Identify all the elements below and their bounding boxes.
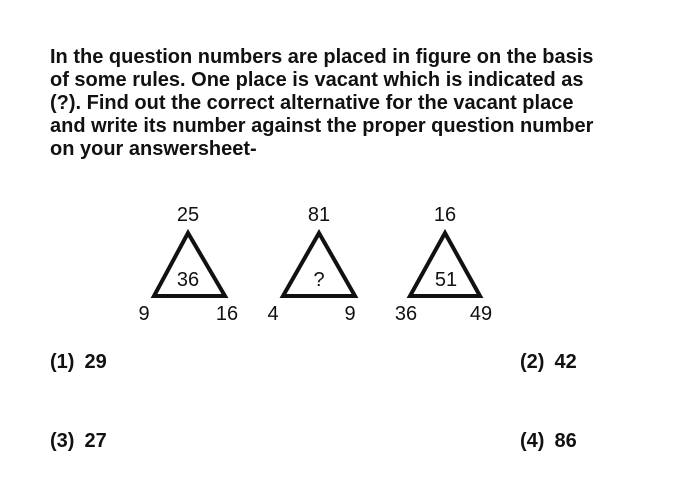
triangle-2 bbox=[267, 204, 355, 325]
option-4[interactable] bbox=[520, 429, 577, 453]
option-2-number: (2) bbox=[520, 351, 545, 373]
triangle-3-left: 36 bbox=[394, 303, 418, 325]
triangle-1-right: 16 bbox=[215, 303, 239, 325]
option-1-number: (1) bbox=[50, 351, 75, 373]
question-line: of some rules. One place is vacant which is indicated as bbox=[50, 69, 584, 91]
triangle-1-left: 9 bbox=[138, 303, 150, 325]
question-line: and write its number against the proper question number bbox=[50, 115, 594, 137]
option-2-value: 42 bbox=[554, 351, 577, 373]
option-4-value: 86 bbox=[554, 430, 577, 452]
triangle-3 bbox=[395, 204, 492, 325]
question-line: on your answersheet- bbox=[50, 138, 257, 160]
option-4-number: (4) bbox=[520, 430, 545, 452]
triangle-2-center: ? bbox=[313, 269, 325, 291]
question-line: (?). Find out the correct alternative for the vacant place bbox=[50, 92, 574, 114]
triangle-1-top: 25 bbox=[176, 204, 200, 226]
triangle-3-right: 49 bbox=[469, 303, 493, 325]
question-line: In the question numbers are placed in figure on the basis bbox=[50, 46, 594, 68]
triangle-1 bbox=[138, 204, 238, 325]
triangle-3-top: 16 bbox=[433, 204, 457, 226]
triangle-1-center: 36 bbox=[176, 269, 200, 291]
triangle-3-center: 51 bbox=[434, 269, 458, 291]
option-3[interactable] bbox=[50, 429, 107, 453]
option-1[interactable] bbox=[50, 350, 107, 374]
triangle-2-right: 9 bbox=[344, 303, 356, 325]
option-3-number: (3) bbox=[50, 430, 75, 452]
option-3-value: 27 bbox=[84, 430, 107, 452]
option-2[interactable] bbox=[520, 350, 577, 374]
triangle-2-top: 81 bbox=[307, 204, 331, 226]
triangle-2-left: 4 bbox=[267, 303, 279, 325]
option-1-value: 29 bbox=[84, 351, 107, 373]
